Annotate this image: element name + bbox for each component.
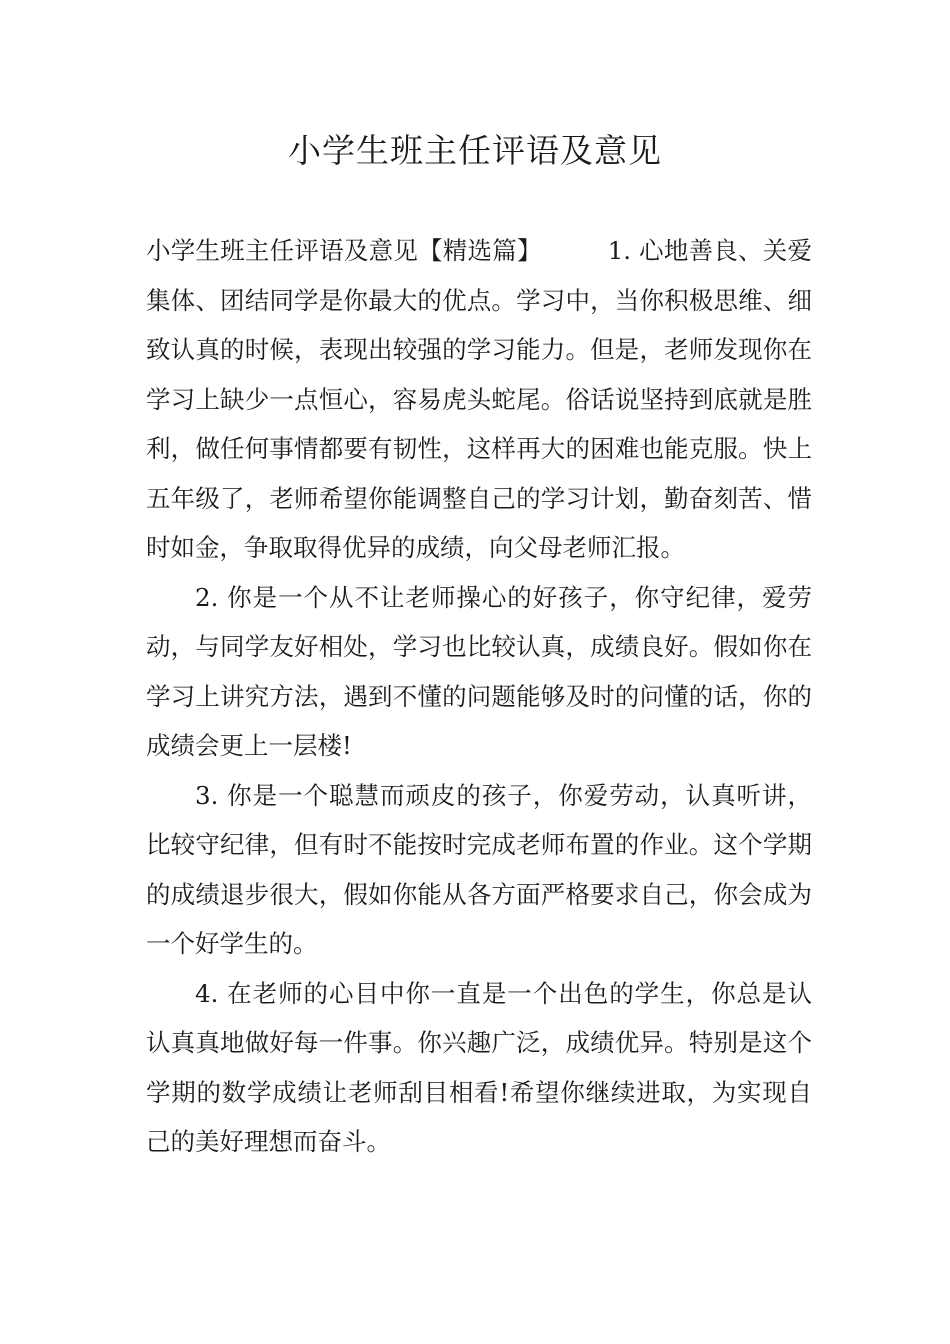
paragraph-1 bbox=[146, 226, 812, 573]
paragraph-1-text: 1. 心地善良、关爱集体、团结同学是你最大的优点。学习中，当你积极思维、细致认真的时候，表现出较强的学习能力。但是，老师发现你在学习上缺少一点恒心，容易虎头蛇尾。俗话说坚持到底就是胜利，做任何事情都要有韧性，这样再大的困难也能克服。快上五年级了，老师希望你能调整自己的学习计划，勤奋刻苦、惜时如金，争取取得优异的成绩，向父母老师汇报。 bbox=[146, 236, 813, 562]
intro-heading: 小学生班主任评语及意见【精选篇】 bbox=[146, 236, 542, 265]
paragraph-3: 3. 你是一个聪慧而顽皮的孩子，你爱劳动，认真听讲，比较守纪律，但有时不能按时完成老师布置的作业。这个学期的成绩退步很大，假如你能从各方面严格要求自己，你会成为一个好学生的。 bbox=[146, 780, 812, 958]
document-body bbox=[146, 226, 812, 1167]
paragraph-2: 2. 你是一个从不让老师操心的好孩子，你守纪律，爱劳动，与同学友好相处，学习也比较认真，成绩良好。假如你在学习上讲究方法，遇到不懂的问题能够及时的问懂的话，你的成绩会更上一层楼! bbox=[146, 582, 812, 760]
document-title: 小学生班主任评语及意见 bbox=[288, 131, 662, 170]
paragraph-4: 4. 在老师的心目中你一直是一个出色的学生，你总是认认真真地做好每一件事。你兴趣广泛，成绩优异。特别是这个学期的数学成绩让老师刮目相看!希望你继续进取，为实现自己的美好理想而奋斗。 bbox=[146, 978, 812, 1156]
